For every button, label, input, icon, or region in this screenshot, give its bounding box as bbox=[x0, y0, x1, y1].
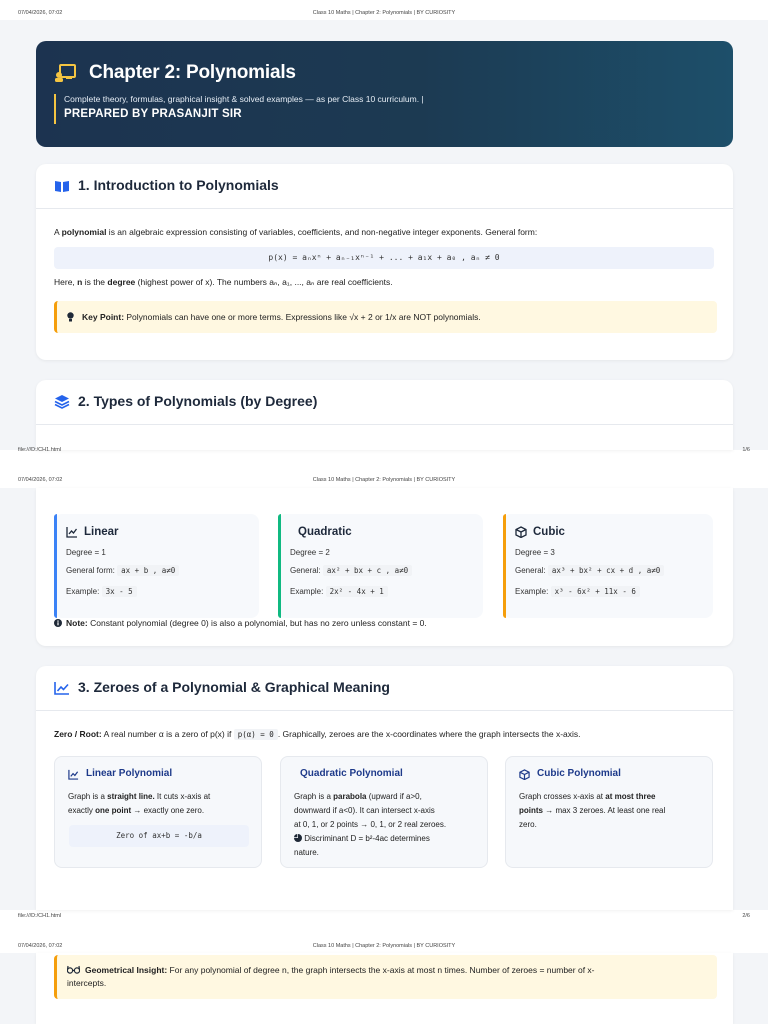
key-point-label: Key Point: bbox=[82, 312, 125, 322]
intro-section bbox=[36, 164, 733, 360]
file-url: file:///D:/CH1.html bbox=[18, 447, 62, 453]
print-header bbox=[0, 933, 768, 947]
type-card-linear bbox=[54, 514, 259, 618]
degree-explanation: Here, n is the degree (highest power of x). The numbers aₙ, a₁, ..., aₙ are real coefficients. bbox=[54, 277, 393, 287]
types-section bbox=[36, 380, 733, 450]
type-form: General: ax³ + bx² + cx + d , a≠0 bbox=[515, 566, 664, 575]
line-chart-icon bbox=[68, 769, 79, 780]
zero-card-title: Quadratic Polynomial bbox=[300, 768, 403, 779]
line-chart-icon bbox=[54, 681, 70, 695]
print-title: Class 10 Maths | Chapter 2: Polynomials | BY CURIOSITY bbox=[312, 943, 456, 949]
zero-definition: Zero / Root: A real number α is a zero of p(x) if p(α) = 0 . Graphically, zeroes are the x-coordinates where the graph intersects the x-axis. bbox=[54, 729, 581, 739]
polynomial-definition: A polynomial is an algebraic expression consisting of variables, coefficients, and non-negative integer exponents. General form: bbox=[54, 227, 538, 237]
type-card-cubic bbox=[503, 514, 713, 618]
file-url: file:///D:/CH1.html bbox=[18, 913, 62, 919]
card-accent bbox=[278, 514, 281, 618]
card-accent bbox=[503, 514, 506, 618]
print-date: 07/04/2026, 07:02 bbox=[18, 943, 63, 949]
key-point-callout bbox=[54, 301, 717, 333]
insight-label: Geometrical Insight: bbox=[85, 965, 168, 975]
type-name: Cubic bbox=[533, 526, 565, 538]
section-title: 2. Types of Polynomials (by Degree) bbox=[78, 393, 318, 409]
cube-icon bbox=[519, 769, 530, 780]
print-header bbox=[0, 0, 768, 14]
print-header bbox=[0, 467, 768, 481]
type-degree: Degree = 1 bbox=[66, 548, 106, 557]
page-number: 2/6 bbox=[742, 913, 750, 919]
print-title: Class 10 Maths | Chapter 2: Polynomials | BY CURIOSITY bbox=[312, 10, 456, 16]
card-accent bbox=[54, 514, 57, 618]
type-example: Example: 3x - 5 bbox=[66, 587, 137, 596]
zero-card-linear bbox=[54, 756, 262, 868]
section-header bbox=[36, 666, 733, 711]
info-icon bbox=[54, 619, 62, 627]
type-name: Quadratic bbox=[298, 526, 352, 538]
zeroes-section-continued bbox=[36, 953, 733, 1024]
insight-text-continued: intercepts. bbox=[67, 978, 107, 988]
print-title: Class 10 Maths | Chapter 2: Polynomials | BY CURIOSITY bbox=[312, 477, 456, 483]
cube-icon bbox=[515, 526, 527, 538]
hero-subtitle: Complete theory, formulas, graphical insight & solved examples — as per Class 10 curriculum. | bbox=[64, 94, 424, 104]
print-date: 07/04/2026, 07:02 bbox=[18, 477, 63, 483]
type-degree: Degree = 3 bbox=[515, 548, 555, 557]
zero-card-title: Cubic Polynomial bbox=[537, 768, 621, 779]
geometrical-insight-callout bbox=[54, 955, 717, 999]
pie-chart-icon bbox=[294, 834, 302, 842]
glasses-icon bbox=[67, 965, 80, 974]
type-form: General form: ax + b , a≠0 bbox=[66, 566, 179, 575]
page-title: Chapter 2: Polynomials bbox=[89, 62, 296, 83]
zero-card-cubic bbox=[505, 756, 713, 868]
line-chart-icon bbox=[66, 526, 78, 538]
section-title: 1. Introduction to Polynomials bbox=[78, 177, 279, 193]
print-date: 07/04/2026, 07:02 bbox=[18, 10, 63, 16]
teacher-board-icon bbox=[54, 63, 76, 83]
constant-note: Note: Constant polynomial (degree 0) is also a polynomial, but has no zero unless constant = 0. bbox=[54, 617, 427, 630]
lightbulb-icon bbox=[67, 312, 74, 322]
zero-card-body: Graph is a parabola (upward if a>0, downward if a<0). It can intersect x-axis at 0, 1, or 2 points → 0, 1, or 2 real zeroes. Discriminant D = b²-4ac determines nature. bbox=[294, 792, 447, 857]
type-example: Example: 2x² - 4x + 1 bbox=[290, 587, 388, 596]
hero-accent-bar bbox=[54, 94, 56, 124]
key-point-text: Polynomials can have one or more terms. Expressions like √x + 2 or 1/x are NOT polynomials. bbox=[124, 312, 481, 322]
section-header bbox=[36, 164, 733, 209]
type-card-quadratic bbox=[278, 514, 483, 618]
zero-card-title: Linear Polynomial bbox=[86, 768, 173, 779]
open-book-icon bbox=[54, 179, 70, 193]
zero-card-body: Graph crosses x-axis at at most three points → max 3 zeroes. At least one real zero. bbox=[519, 792, 666, 829]
section-title: 3. Zeroes of a Polynomial & Graphical Meaning bbox=[78, 679, 390, 695]
author-line: PREPARED BY PRASANJIT SIR bbox=[64, 108, 242, 120]
linear-zero-formula: Zero of ax+b = -b/a bbox=[69, 825, 249, 847]
type-example: Example: x³ - 6x² + 11x - 6 bbox=[515, 587, 640, 596]
type-form: General: ax² + bx + c , a≠0 bbox=[290, 566, 412, 575]
type-name: Linear bbox=[84, 526, 119, 538]
general-form-formula: p(x) = aₙxⁿ + aₙ₋₁xⁿ⁻¹ + ... + a₁x + a₀ , aₙ ≠ 0 bbox=[54, 247, 714, 269]
chapter-hero bbox=[36, 41, 733, 147]
page-number: 1/6 bbox=[742, 447, 750, 453]
layers-icon bbox=[54, 395, 70, 409]
zero-card-body: Graph is a straight line. It cuts x-axis at exactly one point → exactly one zero. bbox=[68, 792, 211, 815]
type-degree: Degree = 2 bbox=[290, 548, 330, 557]
section-header bbox=[36, 380, 733, 425]
insight-text: For any polynomial of degree n, the graph intersects the x-axis at most n times. Number of zeroes = number of x- bbox=[167, 965, 595, 975]
zero-card-quadratic bbox=[280, 756, 488, 868]
